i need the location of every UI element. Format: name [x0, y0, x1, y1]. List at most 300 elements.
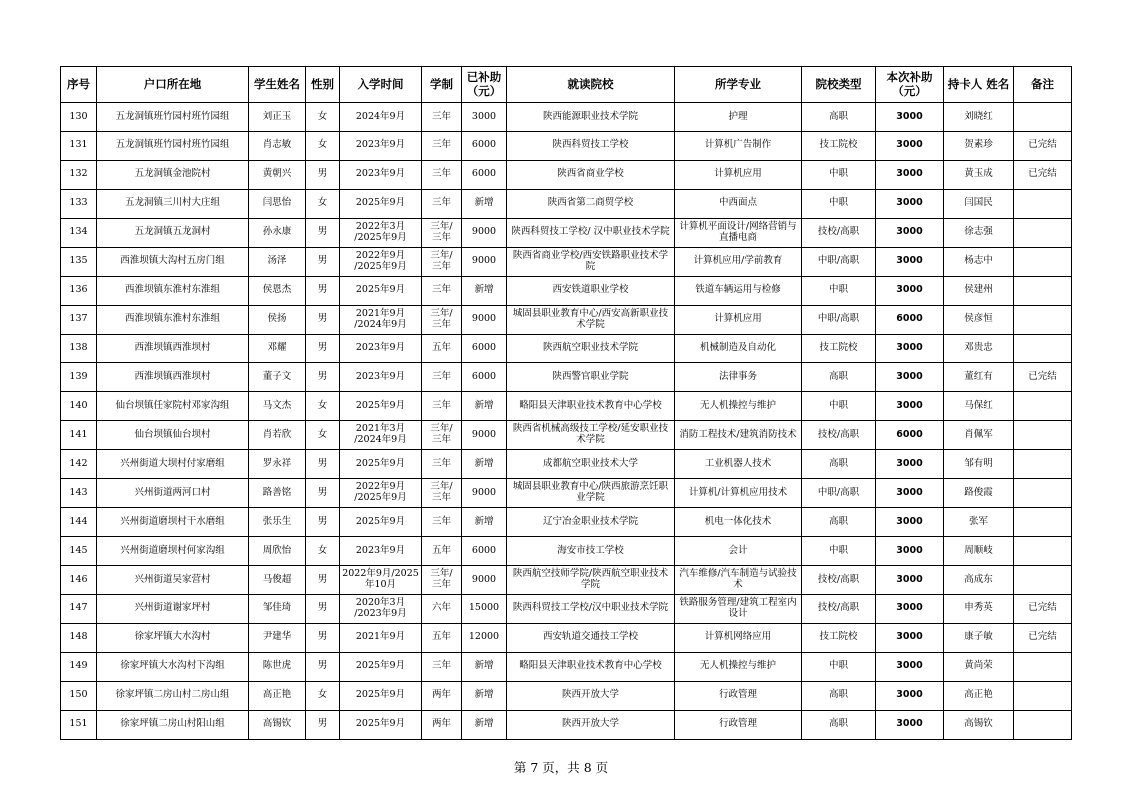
school-type-cell: 高职: [802, 681, 876, 710]
subsidized-cell: 6000: [462, 334, 507, 363]
student-name-cell: 路善铭: [249, 479, 306, 508]
school-type-cell: 高职: [802, 450, 876, 479]
table-row: [61, 363, 1072, 392]
gender-cell: 男: [306, 160, 340, 189]
school-type-cell: 中职: [802, 652, 876, 681]
subsidized-cell: 9000: [462, 247, 507, 276]
current-subsidy-cell: 3000: [876, 218, 944, 247]
header-current-subsidy: 本次补助 （元）: [876, 67, 944, 103]
subsidized-cell: 新增: [462, 189, 507, 218]
cardholder-cell: 闫国民: [944, 189, 1014, 218]
student-name-cell: 黄朝兴: [249, 160, 306, 189]
row-index: 146: [61, 566, 97, 595]
school-type-cell: 高职: [802, 363, 876, 392]
cardholder-cell: 侯彦恒: [944, 305, 1014, 334]
subsidized-cell: 12000: [462, 623, 507, 652]
school-type-cell: 中职: [802, 537, 876, 566]
remarks-cell: [1014, 652, 1072, 681]
remarks-cell: [1014, 566, 1072, 595]
school-type-cell: 中职/高职: [802, 305, 876, 334]
duration-cell: 三年/ 三年: [422, 566, 462, 595]
header-cardholder: 持卡人 姓名: [944, 67, 1014, 103]
cardholder-cell: 邹有明: [944, 450, 1014, 479]
gender-cell: 男: [306, 363, 340, 392]
school-cell: 略阳县天津职业技术教育中心学校: [507, 652, 675, 681]
duration-cell: 三年: [422, 363, 462, 392]
cardholder-cell: 周顺岐: [944, 537, 1014, 566]
major-cell: 铁道车辆运用与检修: [675, 276, 802, 305]
subsidized-cell: 9000: [462, 421, 507, 450]
cardholder-cell: 路俊霞: [944, 479, 1014, 508]
table-row: [61, 334, 1072, 363]
enroll-date-cell: 2022年9月 /2025年9月: [340, 479, 422, 508]
enroll-date-cell: 2025年9月: [340, 710, 422, 739]
residence-cell: 兴州街道磨坝村何家沟组: [97, 537, 249, 566]
header-remarks: 备注: [1014, 67, 1072, 103]
current-subsidy-cell: 3000: [876, 334, 944, 363]
current-subsidy-cell: 3000: [876, 594, 944, 623]
gender-cell: 女: [306, 681, 340, 710]
school-type-cell: 中职: [802, 392, 876, 421]
row-index: 149: [61, 652, 97, 681]
subsidized-cell: 9000: [462, 218, 507, 247]
enroll-date-cell: 2023年9月: [340, 334, 422, 363]
enroll-date-cell: 2021年3月 /2024年9月: [340, 421, 422, 450]
student-name-cell: 邓耀: [249, 334, 306, 363]
row-index: 142: [61, 450, 97, 479]
school-cell: 陕西能源职业技术学院: [507, 103, 675, 132]
enroll-date-cell: 2025年9月: [340, 450, 422, 479]
remarks-cell: [1014, 103, 1072, 132]
school-cell: 陕西航空技师学院/陕西航空职业技术学院: [507, 566, 675, 595]
subsidized-cell: 新增: [462, 276, 507, 305]
remarks-cell: 已完结: [1014, 594, 1072, 623]
enroll-date-cell: 2025年9月: [340, 681, 422, 710]
major-cell: 护理: [675, 103, 802, 132]
enroll-date-cell: 2022年9月/2025年10月: [340, 566, 422, 595]
residence-cell: 五龙洞镇班竹园村班竹园组: [97, 103, 249, 132]
residence-cell: 五龙洞镇班竹园村班竹园组: [97, 131, 249, 160]
row-index: 134: [61, 218, 97, 247]
school-cell: 略阳县天津职业技术教育中心学校: [507, 392, 675, 421]
enroll-date-cell: 2022年3月 /2025年9月: [340, 218, 422, 247]
header-major: 所学专业: [675, 67, 802, 103]
major-cell: 铁路服务管理/建筑工程室内设计: [675, 594, 802, 623]
subsidized-cell: 6000: [462, 131, 507, 160]
student-name-cell: 侯恩杰: [249, 276, 306, 305]
table-row: [61, 450, 1072, 479]
duration-cell: 三年: [422, 189, 462, 218]
residence-cell: 西淮坝镇西淮坝村: [97, 363, 249, 392]
table-row: [61, 421, 1072, 450]
school-type-cell: 高职: [802, 103, 876, 132]
duration-cell: 三年/ 三年: [422, 218, 462, 247]
school-cell: 陕西科贸技工学校/汉中职业技术学院: [507, 594, 675, 623]
current-subsidy-cell: 3000: [876, 710, 944, 739]
duration-cell: 五年: [422, 537, 462, 566]
table-row: [61, 103, 1072, 132]
gender-cell: 男: [306, 710, 340, 739]
gender-cell: 女: [306, 103, 340, 132]
subsidized-cell: 9000: [462, 566, 507, 595]
subsidized-cell: 6000: [462, 537, 507, 566]
table-row: [61, 479, 1072, 508]
residence-cell: 五龙洞镇五龙洞村: [97, 218, 249, 247]
remarks-cell: [1014, 681, 1072, 710]
gender-cell: 男: [306, 247, 340, 276]
row-index: 143: [61, 479, 97, 508]
cardholder-cell: 贺素珍: [944, 131, 1014, 160]
school-type-cell: 中职/高职: [802, 247, 876, 276]
duration-cell: 两年: [422, 681, 462, 710]
gender-cell: 男: [306, 450, 340, 479]
gender-cell: 男: [306, 479, 340, 508]
student-name-cell: 马文杰: [249, 392, 306, 421]
school-type-cell: 中职: [802, 276, 876, 305]
school-type-cell: 技工院校: [802, 131, 876, 160]
current-subsidy-cell: 3000: [876, 652, 944, 681]
remarks-cell: [1014, 508, 1072, 537]
enroll-date-cell: 2022年9月 /2025年9月: [340, 247, 422, 276]
major-cell: 无人机操控与维护: [675, 392, 802, 421]
current-subsidy-cell: 3000: [876, 131, 944, 160]
table-row: [61, 160, 1072, 189]
row-index: 137: [61, 305, 97, 334]
gender-cell: 女: [306, 392, 340, 421]
student-name-cell: 肖志敏: [249, 131, 306, 160]
enroll-date-cell: 2024年9月: [340, 103, 422, 132]
table-row: [61, 131, 1072, 160]
subsidized-cell: 新增: [462, 652, 507, 681]
school-cell: 辽宁冶金职业技术学院: [507, 508, 675, 537]
residence-cell: 徐家坪镇大水沟村下沟组: [97, 652, 249, 681]
header-row: [61, 67, 1072, 103]
major-cell: 汽车维修/汽车制造与试验技术: [675, 566, 802, 595]
row-index: 145: [61, 537, 97, 566]
major-cell: 法律事务: [675, 363, 802, 392]
student-name-cell: 高正艳: [249, 681, 306, 710]
major-cell: 无人机操控与维护: [675, 652, 802, 681]
duration-cell: 三年: [422, 160, 462, 189]
residence-cell: 五龙洞镇三川村大庄组: [97, 189, 249, 218]
cardholder-cell: 马保红: [944, 392, 1014, 421]
residence-cell: 西淮坝镇西淮坝村: [97, 334, 249, 363]
table-row: [61, 508, 1072, 537]
cardholder-cell: 黄尚荣: [944, 652, 1014, 681]
header-index: 序号: [61, 67, 97, 103]
residence-cell: 徐家坪镇二房山村二房山组: [97, 681, 249, 710]
enroll-date-cell: 2021年9月 /2024年9月: [340, 305, 422, 334]
residence-cell: 兴州街道大坝村付家磨组: [97, 450, 249, 479]
remarks-cell: [1014, 218, 1072, 247]
major-cell: 计算机网络应用: [675, 623, 802, 652]
subsidized-cell: 新增: [462, 450, 507, 479]
current-subsidy-cell: 3000: [876, 103, 944, 132]
cardholder-cell: 肖佩军: [944, 421, 1014, 450]
table-row: [61, 710, 1072, 739]
table-row: [61, 218, 1072, 247]
residence-cell: 西淮坝镇东淮村东淮组: [97, 305, 249, 334]
school-cell: 陕西警官职业学院: [507, 363, 675, 392]
major-cell: 计算机平面设计/网络营销与直播电商: [675, 218, 802, 247]
cardholder-cell: 邓贵忠: [944, 334, 1014, 363]
major-cell: 行政管理: [675, 681, 802, 710]
student-name-cell: 汤泽: [249, 247, 306, 276]
row-index: 131: [61, 131, 97, 160]
student-name-cell: 肖若欣: [249, 421, 306, 450]
school-cell: 陕西省商业学校/西安铁路职业技术学院: [507, 247, 675, 276]
current-subsidy-cell: 6000: [876, 421, 944, 450]
cardholder-cell: 高成东: [944, 566, 1014, 595]
row-index: 133: [61, 189, 97, 218]
duration-cell: 三年: [422, 392, 462, 421]
cardholder-cell: 高正艳: [944, 681, 1014, 710]
school-type-cell: 高职: [802, 710, 876, 739]
student-name-cell: 孙永康: [249, 218, 306, 247]
school-cell: 陕西开放大学: [507, 681, 675, 710]
cardholder-cell: 高锡钦: [944, 710, 1014, 739]
remarks-cell: [1014, 247, 1072, 276]
subsidized-cell: 9000: [462, 305, 507, 334]
enroll-date-cell: 2020年3月 /2023年9月: [340, 594, 422, 623]
table-row: [61, 652, 1072, 681]
major-cell: 计算机广告制作: [675, 131, 802, 160]
remarks-cell: [1014, 276, 1072, 305]
remarks-cell: [1014, 334, 1072, 363]
page-footer: 第 7 页，共 8 页: [513, 760, 609, 775]
table-row: [61, 594, 1072, 623]
table-row: [61, 566, 1072, 595]
table-row: [61, 392, 1072, 421]
student-name-cell: 闫思怡: [249, 189, 306, 218]
remarks-cell: 已完结: [1014, 363, 1072, 392]
student-name-cell: 周欣怡: [249, 537, 306, 566]
cardholder-cell: 刘晓红: [944, 103, 1014, 132]
major-cell: 会计: [675, 537, 802, 566]
row-index: 150: [61, 681, 97, 710]
gender-cell: 男: [306, 652, 340, 681]
remarks-cell: [1014, 189, 1072, 218]
duration-cell: 三年: [422, 450, 462, 479]
major-cell: 机械制造及自动化: [675, 334, 802, 363]
gender-cell: 男: [306, 305, 340, 334]
cardholder-cell: 黄玉成: [944, 160, 1014, 189]
gender-cell: 男: [306, 594, 340, 623]
cardholder-cell: 张军: [944, 508, 1014, 537]
student-name-cell: 高锡钦: [249, 710, 306, 739]
row-index: 139: [61, 363, 97, 392]
school-cell: 城固县职业教育中心/西安高新职业技术学院: [507, 305, 675, 334]
duration-cell: 三年/ 三年: [422, 247, 462, 276]
remarks-cell: [1014, 710, 1072, 739]
subsidized-cell: 新增: [462, 710, 507, 739]
school-type-cell: 技校/高职: [802, 594, 876, 623]
school-cell: 海安市技工学校: [507, 537, 675, 566]
row-index: 140: [61, 392, 97, 421]
subsidized-cell: 新增: [462, 681, 507, 710]
subsidized-cell: 6000: [462, 363, 507, 392]
duration-cell: 三年/ 三年: [422, 421, 462, 450]
residence-cell: 兴州街道磨坝村干水磨组: [97, 508, 249, 537]
residence-cell: 仙台坝镇任家院村邓家沟组: [97, 392, 249, 421]
major-cell: 消防工程技术/建筑消防技术: [675, 421, 802, 450]
residence-cell: 兴州街道谢家坪村: [97, 594, 249, 623]
student-name-cell: 邹佳琦: [249, 594, 306, 623]
gender-cell: 女: [306, 131, 340, 160]
duration-cell: 两年: [422, 710, 462, 739]
duration-cell: 三年: [422, 508, 462, 537]
table-row: [61, 276, 1072, 305]
cardholder-cell: 徐志强: [944, 218, 1014, 247]
gender-cell: 女: [306, 421, 340, 450]
major-cell: 计算机应用/学前教育: [675, 247, 802, 276]
table-row: [61, 681, 1072, 710]
residence-cell: 仙台坝镇仙台坝村: [97, 421, 249, 450]
student-name-cell: 尹建华: [249, 623, 306, 652]
enroll-date-cell: 2025年9月: [340, 652, 422, 681]
remarks-cell: [1014, 392, 1072, 421]
header-student-name: 学生姓名: [249, 67, 306, 103]
gender-cell: 男: [306, 623, 340, 652]
school-type-cell: 技校/高职: [802, 218, 876, 247]
student-name-cell: 侯扬: [249, 305, 306, 334]
current-subsidy-cell: 3000: [876, 508, 944, 537]
student-name-cell: 刘正玉: [249, 103, 306, 132]
school-type-cell: 中职: [802, 160, 876, 189]
gender-cell: 女: [306, 537, 340, 566]
subsidized-cell: 3000: [462, 103, 507, 132]
school-cell: 陕西省机械高级技工学校/延安职业技术学院: [507, 421, 675, 450]
duration-cell: 五年: [422, 623, 462, 652]
row-index: 151: [61, 710, 97, 739]
cardholder-cell: 申秀英: [944, 594, 1014, 623]
current-subsidy-cell: 3000: [876, 247, 944, 276]
remarks-cell: [1014, 450, 1072, 479]
current-subsidy-cell: 6000: [876, 305, 944, 334]
table-row: [61, 247, 1072, 276]
remarks-cell: [1014, 305, 1072, 334]
residence-cell: 西淮坝镇大沟村五房门组: [97, 247, 249, 276]
major-cell: 中西面点: [675, 189, 802, 218]
gender-cell: 男: [306, 276, 340, 305]
cardholder-cell: 侯建州: [944, 276, 1014, 305]
duration-cell: 三年/ 三年: [422, 479, 462, 508]
current-subsidy-cell: 3000: [876, 450, 944, 479]
duration-cell: 三年: [422, 276, 462, 305]
school-cell: 陕西航空职业技术学院: [507, 334, 675, 363]
header-school: 就读院校: [507, 67, 675, 103]
major-cell: 机电一体化技术: [675, 508, 802, 537]
student-name-cell: 罗永祥: [249, 450, 306, 479]
current-subsidy-cell: 3000: [876, 189, 944, 218]
header-enroll-date: 入学时间: [340, 67, 422, 103]
header-gender: 性别: [306, 67, 340, 103]
current-subsidy-cell: 3000: [876, 160, 944, 189]
subsidized-cell: 15000: [462, 594, 507, 623]
enroll-date-cell: 2023年9月: [340, 131, 422, 160]
major-cell: 计算机/计算机应用技术: [675, 479, 802, 508]
duration-cell: 六年: [422, 594, 462, 623]
major-cell: 行政管理: [675, 710, 802, 739]
header-duration: 学制: [422, 67, 462, 103]
residence-cell: 西淮坝镇东淮村东淮组: [97, 276, 249, 305]
duration-cell: 三年/ 三年: [422, 305, 462, 334]
duration-cell: 三年: [422, 131, 462, 160]
header-subsidized: 已补助 （元）: [462, 67, 507, 103]
table-row: [61, 189, 1072, 218]
enroll-date-cell: 2021年9月: [340, 623, 422, 652]
school-type-cell: 技工院校: [802, 623, 876, 652]
duration-cell: 五年: [422, 334, 462, 363]
enroll-date-cell: 2023年9月: [340, 363, 422, 392]
student-name-cell: 陈世虎: [249, 652, 306, 681]
school-type-cell: 中职/高职: [802, 479, 876, 508]
duration-cell: 三年: [422, 103, 462, 132]
header-residence: 户口所在地: [97, 67, 249, 103]
subsidy-table: [60, 66, 1072, 740]
row-index: 130: [61, 103, 97, 132]
school-cell: 陕西科贸技工学校/ 汉中职业技术学院: [507, 218, 675, 247]
enroll-date-cell: 2025年9月: [340, 392, 422, 421]
table-body: [61, 103, 1072, 740]
subsidized-cell: 6000: [462, 160, 507, 189]
row-index: 144: [61, 508, 97, 537]
major-cell: 计算机应用: [675, 160, 802, 189]
row-index: 136: [61, 276, 97, 305]
student-name-cell: 董子文: [249, 363, 306, 392]
school-cell: 西安铁道职业学校: [507, 276, 675, 305]
enroll-date-cell: 2025年9月: [340, 189, 422, 218]
row-index: 138: [61, 334, 97, 363]
current-subsidy-cell: 3000: [876, 623, 944, 652]
student-name-cell: 马俊超: [249, 566, 306, 595]
row-index: 132: [61, 160, 97, 189]
gender-cell: 女: [306, 189, 340, 218]
row-index: 147: [61, 594, 97, 623]
school-cell: 陕西省商业学校: [507, 160, 675, 189]
remarks-cell: [1014, 537, 1072, 566]
row-index: 141: [61, 421, 97, 450]
table-row: [61, 305, 1072, 334]
enroll-date-cell: 2023年9月: [340, 160, 422, 189]
remarks-cell: [1014, 479, 1072, 508]
subsidized-cell: 9000: [462, 479, 507, 508]
current-subsidy-cell: 3000: [876, 276, 944, 305]
school-type-cell: 中职: [802, 189, 876, 218]
enroll-date-cell: 2023年9月: [340, 537, 422, 566]
table-row: [61, 623, 1072, 652]
subsidized-cell: 新增: [462, 508, 507, 537]
gender-cell: 男: [306, 508, 340, 537]
gender-cell: 男: [306, 218, 340, 247]
table-row: [61, 537, 1072, 566]
current-subsidy-cell: 3000: [876, 566, 944, 595]
school-cell: 城固县职业教育中心/陕西旅游烹饪职业学院: [507, 479, 675, 508]
school-cell: 陕西省第二商贸学校: [507, 189, 675, 218]
major-cell: 工业机器人技术: [675, 450, 802, 479]
current-subsidy-cell: 3000: [876, 363, 944, 392]
residence-cell: 兴州街道吴家营村: [97, 566, 249, 595]
row-index: 135: [61, 247, 97, 276]
school-type-cell: 高职: [802, 508, 876, 537]
school-cell: 陕西科贸技工学校: [507, 131, 675, 160]
gender-cell: 男: [306, 566, 340, 595]
row-index: 148: [61, 623, 97, 652]
remarks-cell: [1014, 421, 1072, 450]
residence-cell: 兴州街道两河口村: [97, 479, 249, 508]
school-type-cell: 技工院校: [802, 334, 876, 363]
student-name-cell: 张乐生: [249, 508, 306, 537]
